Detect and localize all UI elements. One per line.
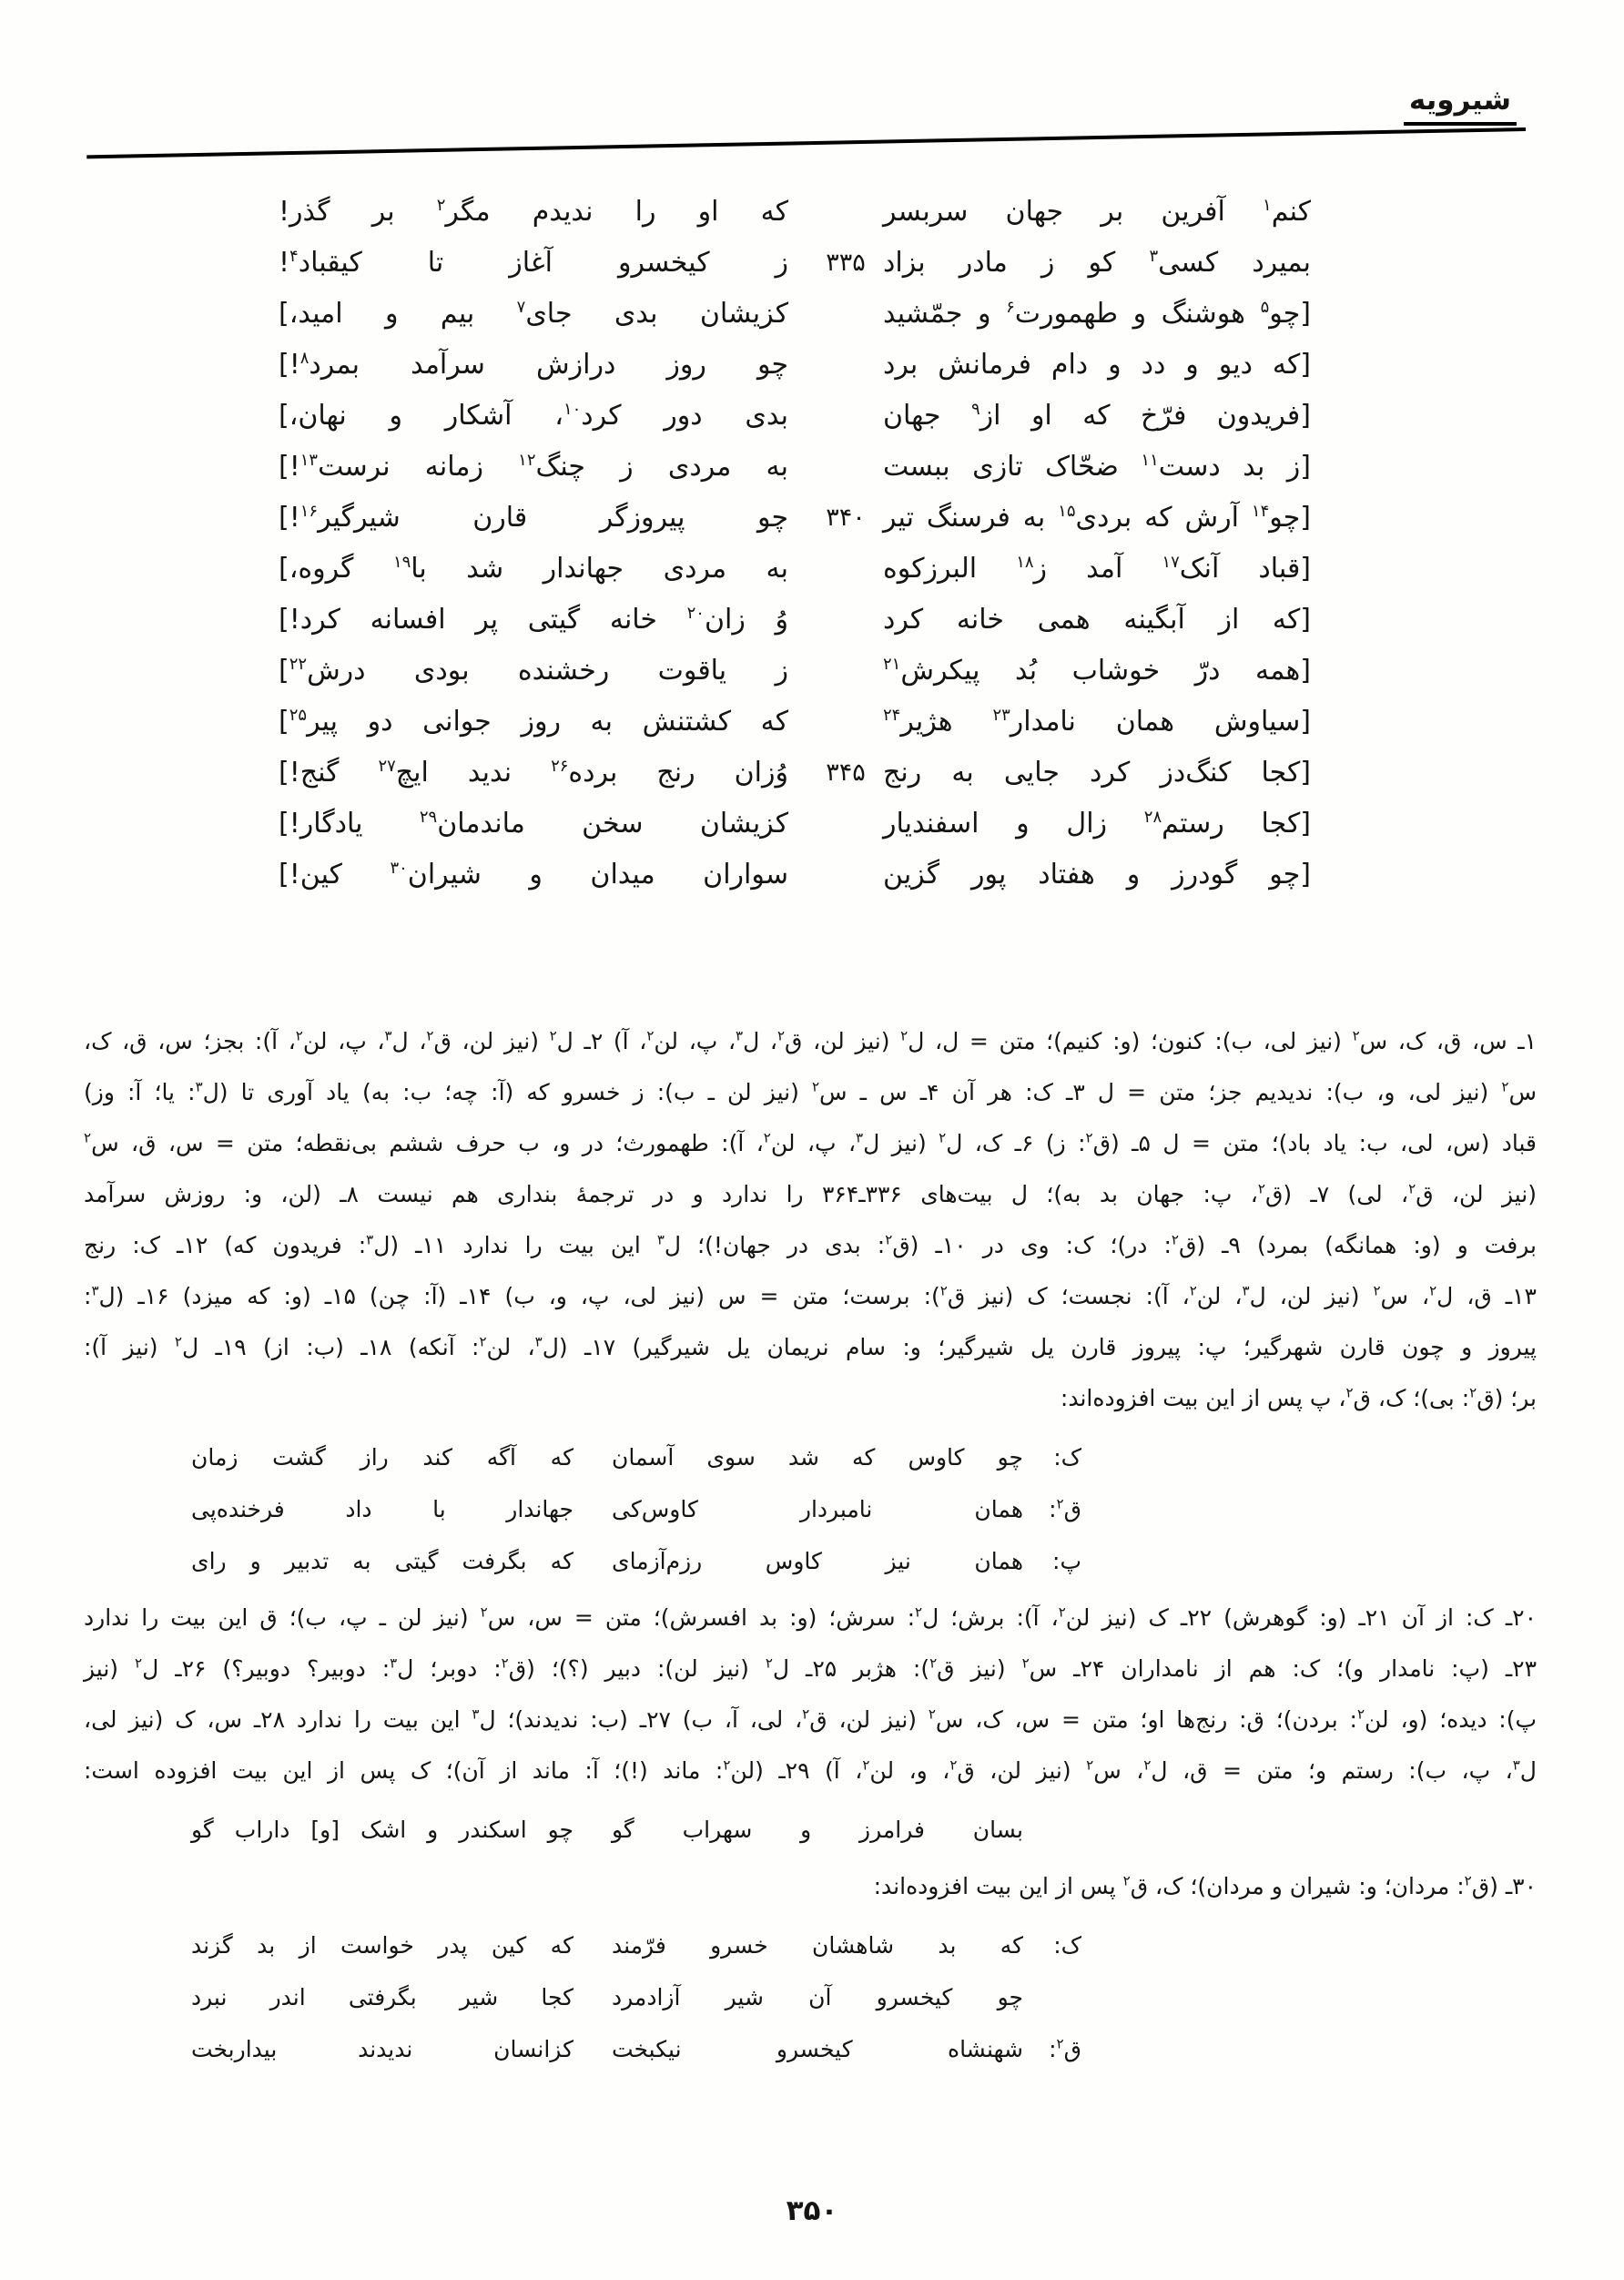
hemistich-right: [کجا کنگ‌دز کرد جایی به رنج bbox=[883, 756, 1311, 789]
hemistich-right: [که دیو و دد و دام فرمانش برد bbox=[883, 348, 1311, 381]
hemistich-right: [فریدون فرّخ که او از$^۹$ جهان bbox=[883, 399, 1311, 432]
variant-hemistich-right: همان نیز کاوس رزم‌آزمای bbox=[612, 1547, 1023, 1574]
verse-row bbox=[0, 237, 1311, 288]
apparatus-block bbox=[84, 1016, 1537, 2075]
variant-hemistich-left: چو اسکندر و اشک [و] داراب گو bbox=[191, 1816, 573, 1843]
verse-row bbox=[0, 594, 1311, 645]
variant-hemistich-right: همان نامبردار کاوس‌کی bbox=[612, 1495, 1023, 1522]
hemistich-right: کنم$^۱$ آفرین بر جهان سربسر bbox=[883, 195, 1311, 228]
apparatus-line: بر؛ (ق$^۲$: بی)؛ ک، ق$^۲$، پ پس از این بیت افزوده‌اند: bbox=[1060, 1384, 1537, 1411]
verse-row bbox=[0, 747, 1311, 798]
verse-row bbox=[0, 798, 1311, 849]
variant-verse-row bbox=[84, 2023, 1081, 2075]
hemistich-left: به مردی ز چنگ$^{۱۲}$ زمانه نرست$^{۱۳}$!] bbox=[279, 450, 788, 483]
verse-row bbox=[0, 339, 1311, 390]
hemistich-right: [ز بد دست$^{۱۱}$ ضحّاک تازی ببست bbox=[883, 450, 1311, 483]
hemistich-left: ز کیخسرو آغاز تا کیقباد$^۴$! bbox=[279, 246, 788, 279]
variant-hemistich-right: شهنشاه کیخسرو نیکبخت bbox=[612, 2035, 1023, 2062]
manuscript-siglum: ک: bbox=[1053, 1931, 1081, 1959]
apparatus-line: ۱۳ـ ق، ل$^۲$، س$^۲$ (نیز لن، ل$^۳$، لن$^۲$، آ): نجست؛ ک (نیز ق$^۲$): برست؛ متن = س (نیز لی، پ، و، ب) ۱۴ـ (آ: چن) ۱۵ـ (و: که میزد) ۱۶ـ (ل$^۳$: bbox=[84, 1282, 1537, 1309]
verse-row bbox=[0, 441, 1311, 492]
apparatus-line: ل$^۳$، پ، ب): رستم و؛ متن = ق، ل$^۲$، س$^۲$ (نیز لن، ق$^۲$، و، لن$^۲$، آ) ۲۹ـ (لن$^۲$: ماند (!)؛ آ: ماند از آن)؛ ک پس از این بیت افزوده است: bbox=[84, 1756, 1537, 1784]
verse-number: ۳۳۵ bbox=[826, 248, 866, 277]
variant-hemistich-left: کجا شیر بگرفتی اندر نبرد bbox=[191, 1983, 573, 2010]
manuscript-siglum: ق$^۲$: bbox=[1049, 2035, 1081, 2062]
variant-hemistich-right: بسان فرامرز و سهراب گو bbox=[612, 1816, 1023, 1843]
hemistich-right: [که از آبگینه همی خانه کرد bbox=[883, 603, 1311, 636]
variant-verses-block bbox=[84, 1919, 1081, 2075]
verse-row bbox=[0, 543, 1311, 594]
manuscript-siglum: ق$^۲$: bbox=[1049, 1495, 1081, 1522]
apparatus-line: قباد (س، لی، ب: یاد باد)؛ متن = ل ۵ـ (ق$^۲$: ز) ۶ـ ک، ل$^۲$ (نیز ل$^۳$، پ، لن$^۲$، آ): طهمورث؛ در و، ب حرف ششم بی‌نقطه؛ متن = س، ق، س$^۲$ bbox=[84, 1129, 1538, 1156]
hemistich-left: به مردی جهاندار شد با$^{۱۹}$ گروه،] bbox=[279, 552, 788, 585]
hemistich-left: ز یاقوت رخشنده بودی درش$^{۲۲}$] bbox=[279, 654, 788, 687]
hemistich-right: [همه درّ خوشاب بُد پیکرش$^{۲۱}$ bbox=[883, 654, 1311, 687]
apparatus-line: س$^۲$ (نیز لی، و، ب): ندیدیم جز؛ متن = ل ۳ـ ک: هر آن ۴ـ س ـ س$^۲$ (نیز لن ـ ب): ز خسرو که (آ: چه؛ ب: به) یاد آوری تا (ل$^۳$: یا؛ آ: وز) bbox=[84, 1078, 1537, 1105]
hemistich-right: [سیاوش همان نامدار$^{۲۳}$ هژیر$^{۲۴}$ bbox=[883, 705, 1312, 738]
variant-verse-row bbox=[84, 1971, 1081, 2023]
manuscript-siglum: پ: bbox=[1052, 1547, 1081, 1574]
manuscript-siglum: ک: bbox=[1053, 1443, 1081, 1471]
apparatus-line: برفت و (و: همانگه) بمرد) ۹ـ (ق$^۲$: در)؛ ک: وی در ۱۰ـ (ق$^۲$: بدی در جهان!)؛ ل$^۳$ این بیت را ندارد ۱۱ـ (ل$^۳$: فریدون که) ۱۲ـ ک: رنج bbox=[84, 1231, 1537, 1258]
hemistich-left: بدی دور کرد$^{۱۰}$، آشکار و نهان،] bbox=[279, 399, 788, 432]
hemistich-left: چو پیروزگر قارن شیرگیر$^{۱۶}$!] bbox=[279, 501, 788, 534]
page-number: ۳۵۰ bbox=[786, 2194, 838, 2227]
variant-verse-row bbox=[84, 1535, 1081, 1587]
verse-row bbox=[0, 186, 1311, 237]
verse-number: ۳۴۰ bbox=[826, 503, 866, 532]
hemistich-left: که کشتنش به روز جوانی دو پیر$^{۲۵}$] bbox=[279, 705, 788, 738]
apparatus-line: پ): دیده؛ (و، لن$^۲$: بردن)؛ ق: رنج‌ها او؛ متن = س، ک، س$^۲$ (نیز لن، ق$^۲$، لی، آ، ب) ۲۷ـ (ب: ندیدند)؛ ل$^۳$ این بیت را ندارد ۲۸ـ س، ک (نیز لی، bbox=[84, 1705, 1537, 1733]
poem-block bbox=[0, 186, 1311, 900]
verse-number: ۳۴۵ bbox=[826, 758, 866, 787]
hemistich-right: [قباد آنک$^{۱۷}$ آمد ز$^{۱۸}$ البرزکوه bbox=[883, 552, 1311, 585]
hemistich-right: [کجا رستم$^{۲۸}$ زال و اسفندیار bbox=[883, 807, 1312, 840]
page-title: شیرویه bbox=[1404, 84, 1517, 126]
hemistich-left: وُزان رنج برده$^{۲۶}$ ندید ایچ$^{۲۷}$ گنج!] bbox=[279, 756, 788, 789]
verse-row bbox=[0, 645, 1311, 696]
variant-hemistich-left: جهاندار با داد فرخنده‌پی bbox=[191, 1495, 573, 1522]
variant-hemistich-left: که کین پدر خواست از بد گزند bbox=[191, 1931, 573, 1959]
hemistich-left: وُ زان$^{۲۰}$ خانه گیتی پر افسانه کرد!] bbox=[279, 603, 788, 636]
apparatus-line: ۲۳ـ (پ: نامدار و)؛ ک: هم از نامداران ۲۴ـ س$^۲$ (نیز ق$^۲$): هژبر ۲۵ـ ل$^۲$ (نیز لن): دبیر (؟)؛ (ق$^۲$: دوبر؛ ل$^۳$: دوبیر؟ دوبیر؟) ۲۶ـ ل$^۲$ (نیز bbox=[84, 1654, 1538, 1682]
apparatus-line: ۳۰ـ (ق$^۲$: مردان؛ و: شیران و مردان)؛ ک، ق$^۲$ پس از این بیت افزوده‌اند: bbox=[873, 1872, 1537, 1899]
variant-verse-row bbox=[84, 1431, 1081, 1483]
verse-row bbox=[0, 696, 1311, 747]
apparatus-line: پیروز و چون قارن شهرگیر؛ پ: پیروز قارن یل شیرگیر؛ و: سام نریمان یل شیرگیر) ۱۷ـ (ل$^۳$، لن$^۲$: آنکه) ۱۸ـ (ب: از) ۱۹ـ ل$^۲$ (نیز آ): bbox=[84, 1333, 1537, 1360]
verse-row bbox=[0, 390, 1311, 441]
hemistich-left: که او را ندیدم مگر$^۲$ بر گذر! bbox=[279, 195, 788, 228]
variant-hemistich-right: چو کیخسرو آن شیر آزادمرد bbox=[612, 1983, 1023, 2010]
page-header bbox=[86, 84, 1526, 131]
verse-row bbox=[0, 288, 1311, 339]
variant-verses-block bbox=[84, 1431, 1081, 1587]
variant-hemistich-right: که بد شاهشان خسرو فرّمند bbox=[612, 1931, 1023, 1959]
hemistich-right: [چو$^{۱۴}$ آرش که بردی$^{۱۵}$ به فرسنگ تیر bbox=[883, 501, 1311, 534]
variant-verse-row bbox=[84, 1483, 1081, 1535]
hemistich-left: چو روز درازش سرآمد بمرد$^۸$!] bbox=[279, 348, 788, 381]
variant-verse-row bbox=[84, 1804, 1081, 1856]
book-page bbox=[0, 84, 1624, 2280]
verse-row bbox=[0, 849, 1311, 900]
variant-couplet-block bbox=[84, 1804, 1081, 1856]
hemistich-right: [چو$^۵$ هوشنگ و طهمورت$^۶$ و جمّشید bbox=[883, 297, 1311, 330]
variant-hemistich-left: که بگرفت گیتی به تدبیر و رای bbox=[191, 1547, 573, 1574]
hemistich-left: کزیشان سخن ماندمان$^{۲۹}$ یادگار!] bbox=[279, 807, 789, 840]
variant-hemistich-left: کزانسان ندیدند بیداربخت bbox=[191, 2035, 573, 2062]
header-rule bbox=[86, 127, 1526, 158]
hemistich-left: سواران میدان و شیران$^{۳۰}$ کین!] bbox=[279, 858, 788, 891]
apparatus-line: ۲۰ـ ک: از آن ۲۱ـ (و: گوهرش) ۲۲ـ ک (نیز لن$^۲$، آ): برش؛ ل$^۲$: سرش؛ (و: بد افسرش)؛ متن = س، س$^۲$ (نیز لن ـ پ، ب)؛ ق این بیت را ندارد bbox=[84, 1603, 1538, 1631]
variant-hemistich-left: که آگه کند راز گشت زمان bbox=[191, 1443, 573, 1471]
apparatus-line: (نیز لن، ق$^۲$، لی) ۷ـ (ق$^۲$، پ: جهان بد به)؛ ل بیت‌های ۳۳۶ـ۳۶۴ را ندارد و در ترجمهٔ بنداری هم نیست ۸ـ (لن، و: روزش سرآمد bbox=[84, 1180, 1538, 1207]
verse-row bbox=[0, 492, 1311, 543]
variant-verse-row bbox=[84, 1919, 1081, 1971]
hemistich-right: [چو گودرز و هفتاد پور گزین bbox=[883, 858, 1311, 891]
hemistich-left: کزیشان بدی جای$^۷$ بیم و امید،] bbox=[279, 297, 788, 330]
hemistich-right: بمیرد کسی$^۳$ کو ز مادر بزاد bbox=[883, 246, 1311, 279]
variant-hemistich-right: چو کاوس که شد سوی آسمان bbox=[612, 1443, 1023, 1471]
apparatus-line: ۱ـ س، ق، ک، س$^۲$ (نیز لی، ب): کنون؛ (و: کنیم)؛ متن = ل، ل$^۲$ (نیز لن، ق$^۲$، ل$^۳$، پ، لن$^۲$، آ) ۲ـ ل$^۲$ (نیز لن، ق$^۲$، ل$^۳$، پ، لن$^۲$، آ): بجز؛ س، ق، ک، bbox=[84, 1027, 1537, 1054]
